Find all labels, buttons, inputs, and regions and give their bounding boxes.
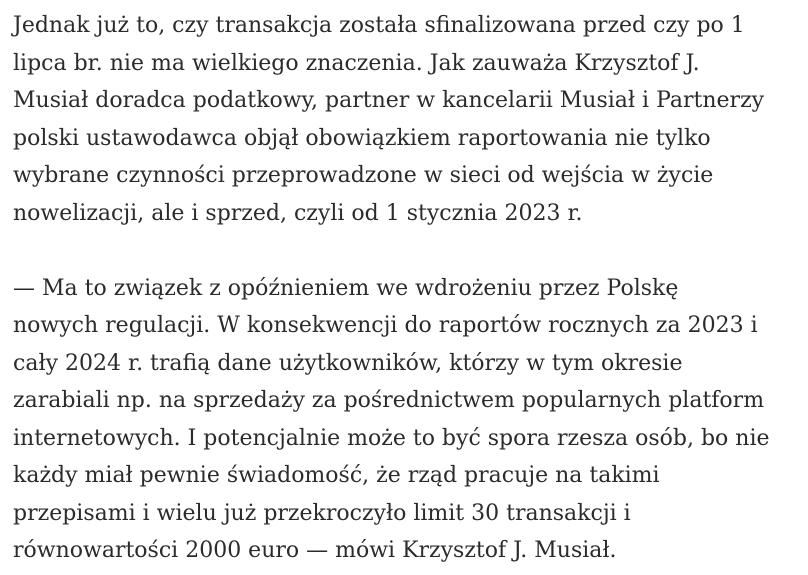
paragraph-2 bbox=[13, 270, 803, 570]
paragraph-2-line-2: nowych regulacji. W konsekwencji do raportów rocznych za 2023 i bbox=[13, 313, 758, 338]
paragraph-1-line-2: lipca br. nie ma wielkiego znaczenia. Jak zauważa Krzysztof J. bbox=[13, 50, 700, 76]
paragraph-1 bbox=[13, 7, 803, 232]
paragraph-1-line-1: Jednak już to, czy transakcja została sfinalizowana przed czy po 1 bbox=[13, 13, 745, 38]
paragraph-2-line-7: przepisami i wielu już przekroczyło limit 30 transakcji i bbox=[13, 500, 631, 526]
paragraph-2-line-1: — Ma to związek z opóźnieniem we wdrożeniu przez Polskę bbox=[13, 275, 679, 301]
paragraph-2-line-8: równowartości 2000 euro — mówi Krzysztof J. Musiał. bbox=[13, 538, 617, 563]
paragraph-1-line-5: wybrane czynności przeprowadzone w sieci od wejścia w życie bbox=[13, 163, 714, 188]
paragraph-2-line-3: cały 2024 r. trafią dane użytkowników, którzy w tym okresie bbox=[13, 350, 683, 376]
paragraph-1-line-3: Musiał doradca podatkowy, partner w kancelarii Musiał i Partnerzy bbox=[13, 88, 765, 113]
paragraph-1-line-6: nowelizacji, ale i sprzed, czyli od 1 stycznia 2023 r. bbox=[13, 200, 583, 226]
paragraph-2-line-6: każdy miał pewnie świadomość, że rząd pracuje na takimi bbox=[13, 463, 660, 488]
article-body bbox=[13, 7, 803, 570]
paragraph-2-line-4: zarabiali np. na sprzedaży za pośrednictwem popularnych platform bbox=[13, 388, 765, 413]
paragraph-gap bbox=[13, 232, 803, 270]
paragraph-2-line-5: internetowych. I potencjalnie może to być spora rzesza osób, bo nie bbox=[13, 425, 770, 451]
paragraph-1-line-4: polski ustawodawca objął obowiązkiem raportowania nie tylko bbox=[13, 125, 711, 151]
